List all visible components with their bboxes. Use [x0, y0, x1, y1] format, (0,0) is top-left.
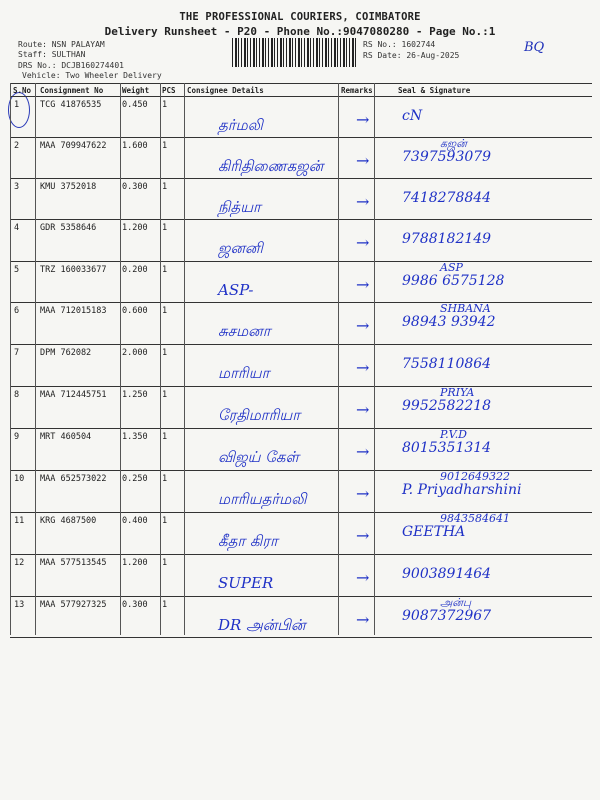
pieces-count: 1: [162, 600, 168, 610]
handwritten-signature-note: கஜன்: [440, 137, 467, 150]
column-header: Seal & Signature: [398, 86, 471, 95]
table-column-rule: [10, 83, 11, 635]
handwritten-signature: 9986 6575128: [402, 273, 505, 289]
rs-number: RS No.: 1602744: [363, 40, 436, 49]
table-rule: [10, 83, 592, 84]
handwritten-consignee: ரேதிமாரியா: [218, 406, 301, 424]
column-header: Weight: [122, 86, 150, 95]
tick-mark: →: [356, 275, 370, 294]
handwritten-signature: cN: [402, 108, 423, 124]
table-column-rule: [374, 83, 375, 635]
handwritten-consignee: மாரியா: [218, 364, 270, 382]
weight-value: 0.250: [122, 474, 148, 484]
handwritten-signature-note: ASP: [440, 261, 463, 274]
table-rule: [10, 554, 592, 555]
handwritten-consignee: கீதா கிரா: [218, 532, 278, 550]
table-rule: [10, 219, 592, 220]
table-column-rule: [184, 83, 185, 635]
weight-value: 1.200: [122, 558, 148, 568]
pieces-count: 1: [162, 348, 168, 358]
weight-value: 0.300: [122, 182, 148, 192]
pieces-count: 1: [162, 141, 168, 151]
row-one-circle-mark: [8, 92, 30, 128]
table-column-rule: [338, 83, 339, 635]
serial-number: 9: [14, 432, 20, 442]
handwritten-signature: 7418278844: [402, 190, 492, 206]
pieces-count: 1: [162, 516, 168, 526]
table-rule: [10, 302, 592, 303]
pieces-count: 1: [162, 474, 168, 484]
weight-value: 0.300: [122, 600, 148, 610]
serial-number: 5: [14, 265, 20, 275]
table-column-rule: [120, 83, 121, 635]
consignment-number: MAA 577513545: [40, 558, 107, 568]
serial-number: 3: [14, 182, 20, 192]
weight-value: 1.350: [122, 432, 148, 442]
serial-number: 10: [14, 474, 25, 484]
handwritten-signature: 7558110864: [402, 356, 492, 372]
pieces-count: 1: [162, 432, 168, 442]
weight-value: 0.450: [122, 100, 148, 110]
table-rule: [10, 178, 592, 179]
column-header: Remarks: [341, 86, 373, 95]
handwritten-signature: GEETHA: [402, 524, 466, 540]
tick-mark: →: [356, 568, 370, 587]
pieces-count: 1: [162, 558, 168, 568]
consignment-number: MRT 460504: [40, 432, 92, 442]
tick-mark: →: [356, 484, 370, 503]
tick-mark: →: [356, 358, 370, 377]
table-rule: [10, 637, 592, 638]
column-header: Consignee Details: [187, 86, 264, 95]
tick-mark: →: [356, 110, 370, 129]
tick-mark: →: [356, 151, 370, 170]
handwritten-signature: 9952582218: [402, 398, 492, 414]
consignment-number: KMU 3752018: [40, 182, 97, 192]
pieces-count: 1: [162, 182, 168, 192]
pieces-count: 1: [162, 390, 168, 400]
drs-number: DRS No.: DCJB160274401: [18, 61, 124, 70]
table-rule: [10, 344, 592, 345]
staff-label: Staff: SULTHAN: [18, 50, 86, 59]
table-rule: [10, 596, 592, 597]
handwritten-consignee: தர்மலி: [218, 116, 263, 134]
handwritten-consignee: கிரிதிணைகஜன்: [218, 157, 324, 175]
handwritten-consignee: DR அன்பின்: [218, 616, 306, 634]
runsheet-title: Delivery Runsheet - P20 - Phone No.:9047080280 - Page No.:1: [104, 25, 496, 38]
column-header: PCS: [162, 86, 176, 95]
serial-number: 6: [14, 306, 20, 316]
barcode: [232, 38, 356, 67]
table-rule: [10, 428, 592, 429]
table-column-rule: [35, 83, 36, 635]
weight-value: 0.400: [122, 516, 148, 526]
handwritten-signature: 98943 93942: [402, 314, 496, 330]
consignment-number: GDR 5358646: [40, 223, 97, 233]
serial-number: 8: [14, 390, 20, 400]
tick-mark: →: [356, 610, 370, 629]
vehicle-label: Vehicle: Two Wheeler Delivery: [22, 71, 162, 80]
table-column-rule: [160, 83, 161, 635]
tick-mark: →: [356, 233, 370, 252]
tick-mark: →: [356, 316, 370, 335]
handwritten-consignee: விஜய் கேள்: [218, 448, 299, 466]
table-rule: [10, 137, 592, 138]
handwritten-signature-note: 9012649322: [440, 470, 510, 483]
rs-date: RS Date: 26-Aug-2025: [363, 51, 460, 60]
serial-number: 7: [14, 348, 20, 358]
handwritten-consignee: SUPER: [218, 574, 274, 592]
serial-number: 1: [14, 100, 20, 110]
table-rule: [10, 96, 592, 97]
route-label: Route: NSN PALAYAM: [18, 40, 105, 49]
consignment-number: MAA 652573022: [40, 474, 107, 484]
pieces-count: 1: [162, 100, 168, 110]
weight-value: 0.200: [122, 265, 148, 275]
tick-mark: →: [356, 526, 370, 545]
handwritten-consignee: நித்யா: [218, 198, 261, 216]
pieces-count: 1: [162, 265, 168, 275]
consignment-number: MAA 712445751: [40, 390, 107, 400]
pieces-count: 1: [162, 223, 168, 233]
corner-initials: BQ: [524, 40, 545, 55]
handwritten-consignee: சுசமனா: [218, 322, 271, 340]
table-rule: [10, 386, 592, 387]
column-header: S.No: [13, 86, 32, 95]
consignment-number: DPM 762082: [40, 348, 92, 358]
serial-number: 4: [14, 223, 20, 233]
weight-value: 2.000: [122, 348, 148, 358]
pieces-count: 1: [162, 306, 168, 316]
tick-mark: →: [356, 442, 370, 461]
company-title: THE PROFESSIONAL COURIERS, COIMBATORE: [179, 11, 421, 23]
handwritten-signature-note: 9843584641: [440, 512, 510, 525]
handwritten-signature-note: அன்பு: [440, 596, 472, 609]
serial-number: 13: [14, 600, 25, 610]
serial-number: 11: [14, 516, 25, 526]
handwritten-signature: 7397593079: [402, 149, 492, 165]
handwritten-signature: P. Priyadharshini: [402, 482, 522, 498]
weight-value: 0.600: [122, 306, 148, 316]
consignment-number: MAA 709947622: [40, 141, 107, 151]
handwritten-consignee: மாரியதர்மலி: [218, 490, 307, 508]
handwritten-signature: 8015351314: [402, 440, 492, 456]
handwritten-signature-note: SHBANA: [440, 302, 491, 315]
weight-value: 1.600: [122, 141, 148, 151]
column-header: Consignment No: [40, 86, 104, 95]
serial-number: 2: [14, 141, 20, 151]
handwritten-signature: 9003891464: [402, 566, 492, 582]
consignment-number: KRG 4687500: [40, 516, 97, 526]
handwritten-consignee: ASP-: [218, 281, 254, 299]
tick-mark: →: [356, 192, 370, 211]
tick-mark: →: [356, 400, 370, 419]
consignment-number: MAA 712015183: [40, 306, 107, 316]
handwritten-signature: 9788182149: [402, 231, 492, 247]
handwritten-consignee: ஜனனி: [218, 239, 263, 257]
handwritten-signature: 9087372967: [402, 608, 492, 624]
table-rule: [10, 261, 592, 262]
handwritten-signature-note: P.V.D: [440, 428, 468, 441]
consignment-number: TCG 41876535: [40, 100, 102, 110]
consignment-number: TRZ 160033677: [40, 265, 107, 275]
handwritten-signature-note: PRIYA: [440, 386, 475, 399]
serial-number: 12: [14, 558, 25, 568]
consignment-number: MAA 577927325: [40, 600, 107, 610]
weight-value: 1.200: [122, 223, 148, 233]
weight-value: 1.250: [122, 390, 148, 400]
